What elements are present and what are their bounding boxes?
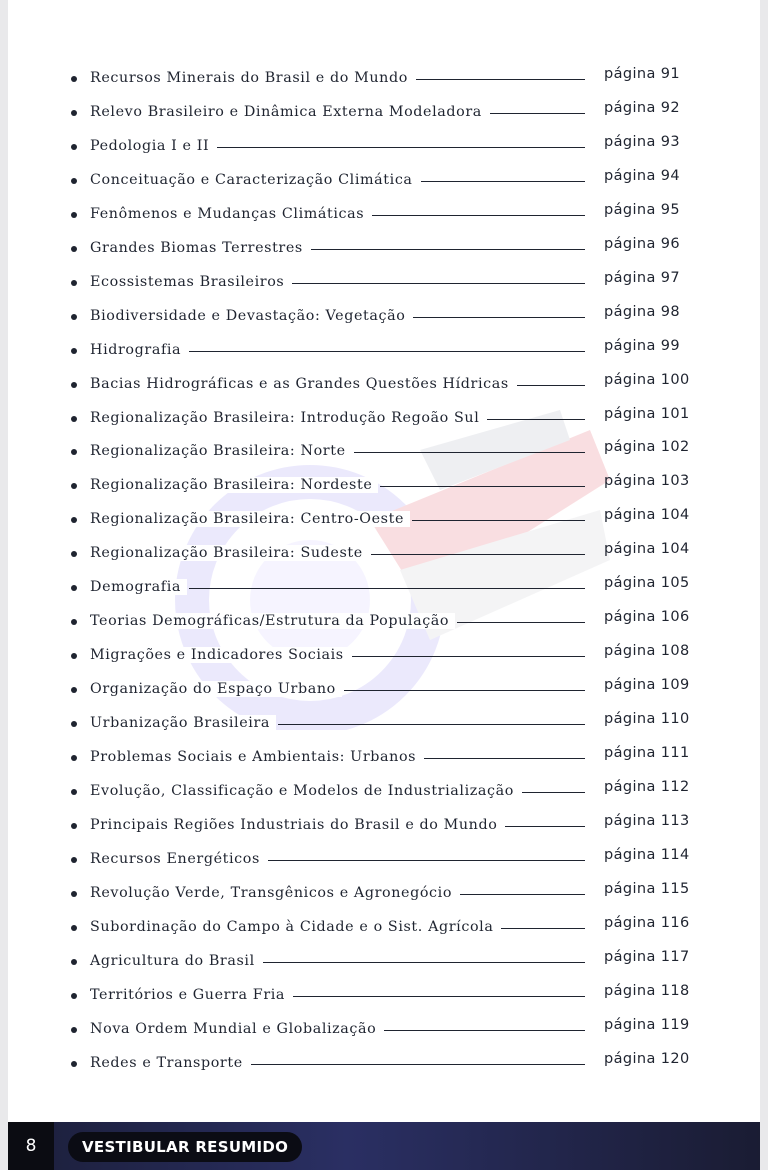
- bullet-icon: [71, 1027, 77, 1033]
- toc-entry-title: Recursos Energéticos: [90, 851, 266, 867]
- bullet-icon: [71, 959, 77, 965]
- leader-line: [505, 826, 585, 827]
- bullet-icon: [71, 144, 77, 150]
- leader-line: [217, 147, 585, 148]
- toc-entry-page: página 117: [604, 948, 690, 965]
- toc-entry: [0, 62, 768, 96]
- leader-line: [292, 283, 585, 284]
- bullet-icon: [71, 212, 77, 218]
- toc-entry-page: página 93: [604, 133, 681, 150]
- bullet-icon: [71, 653, 77, 659]
- leader-line: [278, 724, 585, 725]
- toc-entry-page: página 95: [604, 201, 681, 218]
- toc-entry: [0, 809, 768, 843]
- toc-entry: [0, 673, 768, 707]
- toc-entry: [0, 503, 768, 537]
- toc-entry-page: página 120: [604, 1050, 690, 1067]
- toc-entry: [0, 198, 768, 232]
- leader-line: [501, 928, 585, 929]
- bullet-icon: [71, 110, 77, 116]
- toc-entry: [0, 877, 768, 911]
- leader-line: [354, 452, 585, 453]
- toc-entry-title: Hidrografia: [90, 342, 187, 358]
- toc-entry-title: Demografia: [90, 579, 187, 595]
- toc-entry: [0, 164, 768, 198]
- toc-entry: [0, 911, 768, 945]
- toc-entry: [0, 232, 768, 266]
- toc-entry-title: Subordinação do Campo à Cidade e o Sist. Agrícola: [90, 919, 499, 935]
- toc-entry-page: página 109: [604, 677, 690, 694]
- toc-entry-page: página 96: [604, 235, 681, 252]
- toc-entry: [0, 1047, 768, 1081]
- toc-entry-title: Migrações e Indicadores Sociais: [90, 647, 350, 663]
- toc-entry-title: Problemas Sociais e Ambientais: Urbanos: [90, 749, 422, 765]
- toc-entry: [0, 605, 768, 639]
- toc-entry: [0, 96, 768, 130]
- toc-entry: [0, 334, 768, 368]
- bullet-icon: [71, 178, 77, 184]
- bullet-icon: [71, 517, 77, 523]
- toc-entry-page: página 105: [604, 575, 690, 592]
- leader-line: [384, 1030, 585, 1031]
- toc-entry-page: página 103: [604, 473, 690, 490]
- toc-entry: [0, 266, 768, 300]
- toc-entry-title: Urbanização Brasileira: [90, 715, 276, 731]
- toc-entry-title: Agricultura do Brasil: [90, 953, 261, 969]
- leader-line: [372, 215, 585, 216]
- leader-line: [413, 317, 585, 318]
- toc-entry: [0, 435, 768, 469]
- leader-line: [487, 419, 585, 420]
- brand-label: VESTIBULAR RESUMIDO: [68, 1132, 302, 1162]
- bullet-icon: [71, 925, 77, 931]
- toc-entry-page: página 97: [604, 269, 681, 286]
- toc-entry-page: página 100: [604, 371, 690, 388]
- toc-entry: [0, 537, 768, 571]
- bullet-icon: [71, 857, 77, 863]
- toc-entry-title: Ecossistemas Brasileiros: [90, 274, 290, 290]
- leader-line: [189, 588, 585, 589]
- bullet-icon: [71, 619, 77, 625]
- toc-entry: [0, 843, 768, 877]
- bullet-icon: [71, 585, 77, 591]
- leader-line: [344, 690, 585, 691]
- toc-entry-title: Regionalização Brasileira: Nordeste: [90, 477, 378, 493]
- toc-entry: [0, 130, 768, 164]
- toc-entry-page: página 116: [604, 914, 690, 931]
- page-number: 8: [8, 1122, 54, 1170]
- bullet-icon: [71, 76, 77, 82]
- leader-line: [416, 79, 585, 80]
- leader-line: [293, 996, 585, 997]
- leader-line: [189, 351, 585, 352]
- toc-entry-page: página 112: [604, 778, 690, 795]
- bullet-icon: [71, 891, 77, 897]
- toc-entry-page: página 111: [604, 745, 690, 761]
- bullet-icon: [71, 755, 77, 761]
- toc-entry-page: página 110: [604, 711, 690, 728]
- bullet-icon: [71, 687, 77, 693]
- toc-entry-title: Grandes Biomas Terrestres: [90, 240, 309, 256]
- toc-entry-title: Regionalização Brasileira: Introdução Regoão Sul: [90, 410, 485, 426]
- bullet-icon: [71, 246, 77, 252]
- toc-entry-title: Territórios e Guerra Fria: [90, 987, 291, 1003]
- toc-entry-page: página 101: [604, 405, 690, 422]
- toc-entry: [0, 469, 768, 503]
- bullet-icon: [71, 789, 77, 795]
- toc-entry-title: Organização do Espaço Urbano: [90, 681, 342, 697]
- leader-line: [457, 622, 585, 623]
- leader-line: [460, 894, 585, 895]
- leader-line: [490, 113, 585, 114]
- leader-line: [311, 249, 585, 250]
- bullet-icon: [71, 314, 77, 320]
- toc-entry-title: Evolução, Classificação e Modelos de Industrialização: [90, 783, 520, 799]
- toc-entry-title: Teorias Demográficas/Estrutura da População: [90, 613, 455, 629]
- bullet-icon: [71, 483, 77, 489]
- toc-entry-title: Redes e Transporte: [90, 1055, 249, 1071]
- bullet-icon: [71, 823, 77, 829]
- toc-entry-title: Bacias Hidrográficas e as Grandes Questões Hídricas: [90, 376, 515, 392]
- toc-entry-title: Revolução Verde, Transgênicos e Agronegócio: [90, 885, 458, 901]
- toc-entry: [0, 1013, 768, 1047]
- leader-line: [421, 181, 585, 182]
- toc-entry: [0, 368, 768, 402]
- toc-entry: [0, 402, 768, 436]
- toc-entry-page: página 114: [604, 846, 690, 863]
- toc-entry: [0, 945, 768, 979]
- leader-line: [522, 792, 585, 793]
- toc-entry-page: página 119: [604, 1016, 690, 1033]
- toc-entry-title: Regionalização Brasileira: Norte: [90, 443, 352, 459]
- toc-entry-page: página 98: [604, 303, 681, 320]
- toc-entry-page: página 104: [604, 507, 690, 524]
- toc-entry-page: página 104: [604, 541, 690, 558]
- bullet-icon: [71, 721, 77, 727]
- toc-entry-page: página 91: [604, 66, 681, 82]
- toc-entry: [0, 300, 768, 334]
- leader-line: [380, 486, 585, 487]
- toc-entry-title: Recursos Minerais do Brasil e do Mundo: [90, 70, 414, 86]
- toc-entry: [0, 571, 768, 605]
- toc-entry-title: Regionalização Brasileira: Sudeste: [90, 545, 369, 561]
- toc-entry-page: página 108: [604, 643, 690, 660]
- bullet-icon: [71, 280, 77, 286]
- toc-entry-title: Biodiversidade e Devastação: Vegetação: [90, 308, 411, 324]
- leader-line: [268, 860, 585, 861]
- toc-entry-page: página 113: [604, 812, 690, 829]
- leader-line: [251, 1064, 585, 1065]
- leader-line: [412, 520, 585, 521]
- toc-entry: [0, 639, 768, 673]
- toc-entry-page: página 99: [604, 337, 681, 354]
- toc-entry-title: Regionalização Brasileira: Centro-Oeste: [90, 511, 410, 527]
- toc-entry-title: Pedologia I e II: [90, 138, 215, 154]
- toc-entry-title: Nova Ordem Mundial e Globalização: [90, 1021, 382, 1037]
- leader-line: [352, 656, 585, 657]
- toc-entry-page: página 94: [604, 167, 681, 184]
- bullet-icon: [71, 449, 77, 455]
- bullet-icon: [71, 1061, 77, 1067]
- toc-entry-title: Conceituação e Caracterização Climática: [90, 172, 419, 188]
- toc-entry-page: página 106: [604, 609, 690, 626]
- toc-entry: [0, 707, 768, 741]
- bullet-icon: [71, 382, 77, 388]
- toc-entry-page: página 92: [604, 99, 681, 116]
- toc-entry-title: Relevo Brasileiro e Dinâmica Externa Modeladora: [90, 104, 488, 120]
- toc-entry: [0, 979, 768, 1013]
- leader-line: [424, 758, 585, 759]
- toc-entry-page: página 115: [604, 880, 690, 897]
- toc-entry-title: Principais Regiões Industriais do Brasil e do Mundo: [90, 817, 503, 833]
- bullet-icon: [71, 551, 77, 557]
- bullet-icon: [71, 416, 77, 422]
- toc-entry-title: Fenômenos e Mudanças Climáticas: [90, 206, 370, 222]
- toc-entry: [0, 775, 768, 809]
- leader-line: [263, 962, 585, 963]
- bullet-icon: [71, 348, 77, 354]
- bullet-icon: [71, 993, 77, 999]
- toc-entry-page: página 118: [604, 982, 690, 999]
- toc-entry-page: página 102: [604, 439, 690, 456]
- toc-entry: [0, 741, 768, 775]
- leader-line: [517, 385, 585, 386]
- leader-line: [371, 554, 585, 555]
